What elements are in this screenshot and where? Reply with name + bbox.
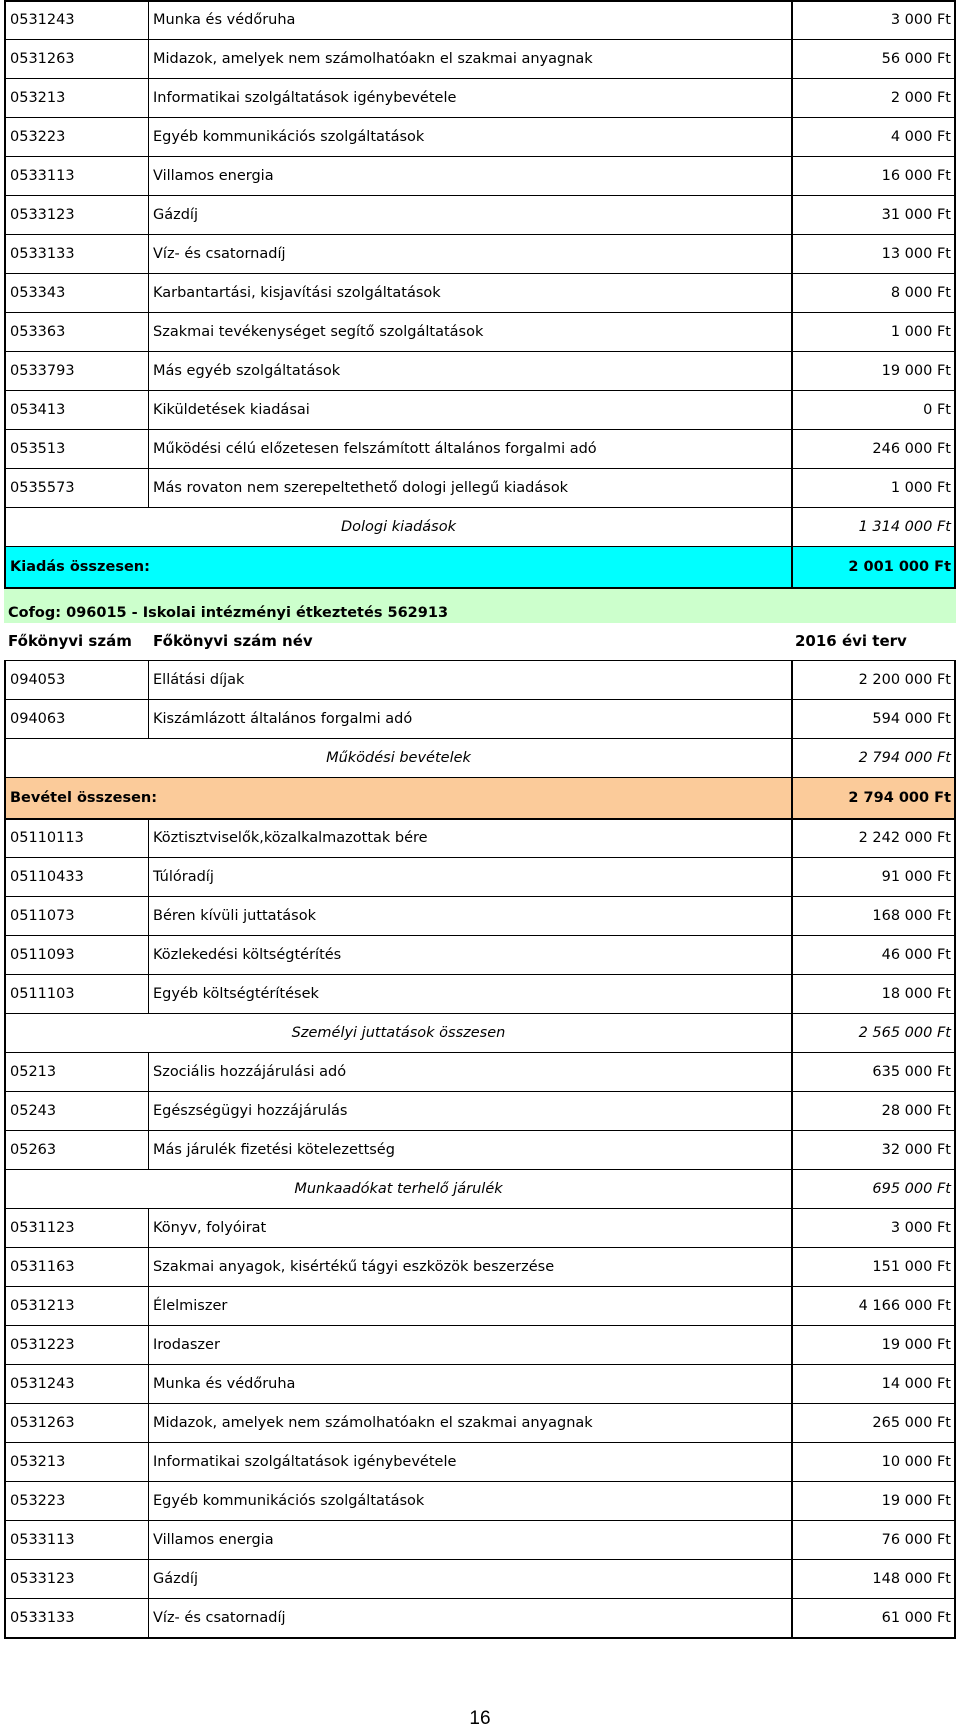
plan-amount: 31 000 Ft [791,196,956,234]
account-name: Más egyéb szolgáltatások [153,362,341,379]
total-row-revenue [4,777,956,818]
account-name: Karbantartási, kisjavítási szolgáltatások [153,284,441,301]
table-row [4,1481,956,1520]
account-name: Könyv, folyóirat [153,1219,267,1236]
account-name: Más járulék fizetési kötelezettség [153,1141,395,1158]
account-code: 053213 [4,1443,149,1481]
account-name: Víz- és csatornadíj [153,245,286,262]
account-code: 053213 [4,79,149,117]
account-name: Más rovaton nem szerepeltethető dologi jellegű kiadások [153,479,569,496]
plan-amount: 1 000 Ft [791,313,956,351]
plan-amount: 2 242 000 Ft [791,820,956,857]
plan-amount: 2 200 000 Ft [791,661,956,699]
plan-amount: 8 000 Ft [791,274,956,312]
cofog-heading [4,587,956,623]
plan-amount: 46 000 Ft [791,936,956,974]
plan-amount: 4 166 000 Ft [791,1287,956,1325]
account-code: 0533133 [4,235,149,273]
account-code: 05263 [4,1131,149,1169]
table-row [4,39,956,78]
table-row [4,974,956,1013]
account-name: Élelmiszer [153,1297,228,1314]
subtotal-label: Munkaadókat terhelő járulék [4,1170,791,1208]
plan-amount: 19 000 Ft [791,352,956,390]
table-row [4,312,956,351]
account-code: 053363 [4,313,149,351]
account-code: 0531263 [4,40,149,78]
account-code: 0511103 [4,975,149,1013]
plan-amount: 168 000 Ft [791,897,956,935]
account-code: 0531223 [4,1326,149,1364]
account-code: 053223 [4,118,149,156]
account-code: 05243 [4,1092,149,1130]
total-amount: 2 794 000 Ft [791,778,956,818]
account-name: Villamos energia [153,167,274,184]
table-row [4,1091,956,1130]
header-amount: 2016 évi terv [795,632,907,650]
table-row [4,1559,956,1598]
table-row [4,935,956,974]
total-label: Kiadás összesen: [4,547,791,587]
plan-amount: 594 000 Ft [791,700,956,738]
column-header-row [4,623,956,660]
account-code: 0533113 [4,157,149,195]
subtotal-row-jarulek [4,1169,956,1208]
account-code: 05110113 [4,820,149,857]
page-number: 16 [469,1708,491,1729]
table-row [4,699,956,738]
plan-amount: 3 000 Ft [791,1209,956,1247]
account-name: Kiszámlázott általános forgalmi adó [153,710,413,727]
table-row [4,1130,956,1169]
plan-amount: 61 000 Ft [791,1599,956,1637]
table-row [4,351,956,390]
header-code: Főkönyvi szám [8,632,132,650]
account-code: 0531123 [4,1209,149,1247]
table-row [4,117,956,156]
subtotal-amount: 2 794 000 Ft [791,739,956,777]
subtotal-label: Működési bevételek [4,739,791,777]
header-name: Főkönyvi szám név [153,632,313,650]
subtotal-row-bevetelek [4,738,956,777]
total-label: Bevétel összesen: [4,778,791,818]
account-code: 053513 [4,430,149,468]
budget-table [4,0,956,1639]
account-name: Víz- és csatornadíj [153,1609,286,1626]
subtotal-row-szemelyi [4,1013,956,1052]
plan-amount: 56 000 Ft [791,40,956,78]
account-name: Kiküldetések kiadásai [153,401,310,418]
table-row [4,390,956,429]
table-row [4,1442,956,1481]
account-code: 053343 [4,274,149,312]
account-name: Munka és védőruha [153,12,296,29]
plan-amount: 13 000 Ft [791,235,956,273]
table-row [4,273,956,312]
account-code: 05110433 [4,858,149,896]
account-name: Egyéb költségtérítések [153,985,319,1002]
plan-amount: 2 000 Ft [791,79,956,117]
account-name: Gázdíj [153,1570,198,1587]
table-row [4,1520,956,1559]
account-name: Egyéb kommunikációs szolgáltatások [153,128,425,145]
account-name: Túlóradíj [153,868,214,885]
account-name: Szakmai anyagok, kisértékű tágyi eszközök beszerzése [153,1258,555,1275]
table-row [4,896,956,935]
account-code: 0511073 [4,897,149,935]
table-row [4,818,956,857]
account-code: 094063 [4,700,149,738]
plan-amount: 10 000 Ft [791,1443,956,1481]
material-rows [4,1208,956,1637]
account-name: Informatikai szolgáltatások igénybevétele [153,1453,457,1470]
account-name: Közlekedési költségtérítés [153,946,342,963]
table-row [4,1364,956,1403]
account-name: Béren kívüli juttatások [153,907,316,924]
table-row [4,429,956,468]
account-code: 0531213 [4,1287,149,1325]
plan-amount: 32 000 Ft [791,1131,956,1169]
subtotal-row-dologi [4,507,956,546]
table-row [4,234,956,273]
account-code: 0533133 [4,1599,149,1637]
table-row [4,1286,956,1325]
plan-amount: 18 000 Ft [791,975,956,1013]
account-code: 053413 [4,391,149,429]
plan-amount: 0 Ft [791,391,956,429]
account-name: Irodaszer [153,1336,220,1353]
table-row [4,0,956,39]
account-code: 0533123 [4,196,149,234]
table-row [4,1598,956,1637]
plan-amount: 14 000 Ft [791,1365,956,1403]
plan-amount: 16 000 Ft [791,157,956,195]
plan-amount: 148 000 Ft [791,1560,956,1598]
plan-amount: 91 000 Ft [791,858,956,896]
total-row-expense [4,546,956,587]
plan-amount: 3 000 Ft [791,2,956,39]
table-row [4,1325,956,1364]
table-row [4,1208,956,1247]
table-row [4,195,956,234]
contribution-rows [4,1052,956,1169]
account-code: 0533123 [4,1560,149,1598]
account-name: Gázdíj [153,206,198,223]
account-name: Működési célú előzetesen felszámított általános forgalmi adó [153,440,597,457]
plan-amount: 635 000 Ft [791,1053,956,1091]
revenue-rows [4,660,956,738]
subtotal-label: Személyi juttatások összesen [4,1014,791,1052]
account-name: Egészségügyi hozzájárulás [153,1102,348,1119]
account-code: 094053 [4,661,149,699]
table-row [4,660,956,699]
table-row [4,1403,956,1442]
table-row [4,1052,956,1091]
plan-amount: 151 000 Ft [791,1248,956,1286]
table-row [4,1247,956,1286]
plan-amount: 76 000 Ft [791,1521,956,1559]
table-row [4,857,956,896]
account-name: Informatikai szolgáltatások igénybevétele [153,89,457,106]
account-name: Szakmai tevékenységet segítő szolgáltatások [153,323,484,340]
account-name: Köztisztviselők,közalkalmazottak bére [153,830,428,847]
account-code: 0533793 [4,352,149,390]
total-amount: 2 001 000 Ft [791,547,956,587]
account-name: Munka és védőruha [153,1375,296,1392]
plan-amount: 4 000 Ft [791,118,956,156]
personnel-rows [4,818,956,1013]
account-code: 053223 [4,1482,149,1520]
account-code: 0535573 [4,469,149,507]
plan-amount: 19 000 Ft [791,1326,956,1364]
subtotal-label: Dologi kiadások [4,508,791,546]
account-code: 0531243 [4,1365,149,1403]
account-name: Midazok, amelyek nem számolhatóakn el szakmai anyagnak [153,50,593,67]
account-code: 0531163 [4,1248,149,1286]
plan-amount: 19 000 Ft [791,1482,956,1520]
account-name: Ellátási díjak [153,671,245,688]
expense-rows-block-1 [4,0,956,507]
plan-amount: 246 000 Ft [791,430,956,468]
account-name: Egyéb kommunikációs szolgáltatások [153,1492,425,1509]
account-code: 0533113 [4,1521,149,1559]
subtotal-amount: 1 314 000 Ft [791,508,956,546]
subtotal-amount: 695 000 Ft [791,1170,956,1208]
cofog-title: Cofog: 096015 - Iskolai intézményi étkeztetés 562913 [8,605,449,621]
account-code: 05213 [4,1053,149,1091]
account-name: Szociális hozzájárulási adó [153,1063,347,1080]
account-code: 0531263 [4,1404,149,1442]
table-row [4,78,956,117]
account-name: Villamos energia [153,1531,274,1548]
subtotal-amount: 2 565 000 Ft [791,1014,956,1052]
table-row [4,156,956,195]
account-code: 0511093 [4,936,149,974]
account-code: 0531243 [4,2,149,39]
plan-amount: 1 000 Ft [791,469,956,507]
plan-amount: 265 000 Ft [791,1404,956,1442]
table-row [4,468,956,507]
account-name: Midazok, amelyek nem számolhatóakn el szakmai anyagnak [153,1414,593,1431]
plan-amount: 28 000 Ft [791,1092,956,1130]
